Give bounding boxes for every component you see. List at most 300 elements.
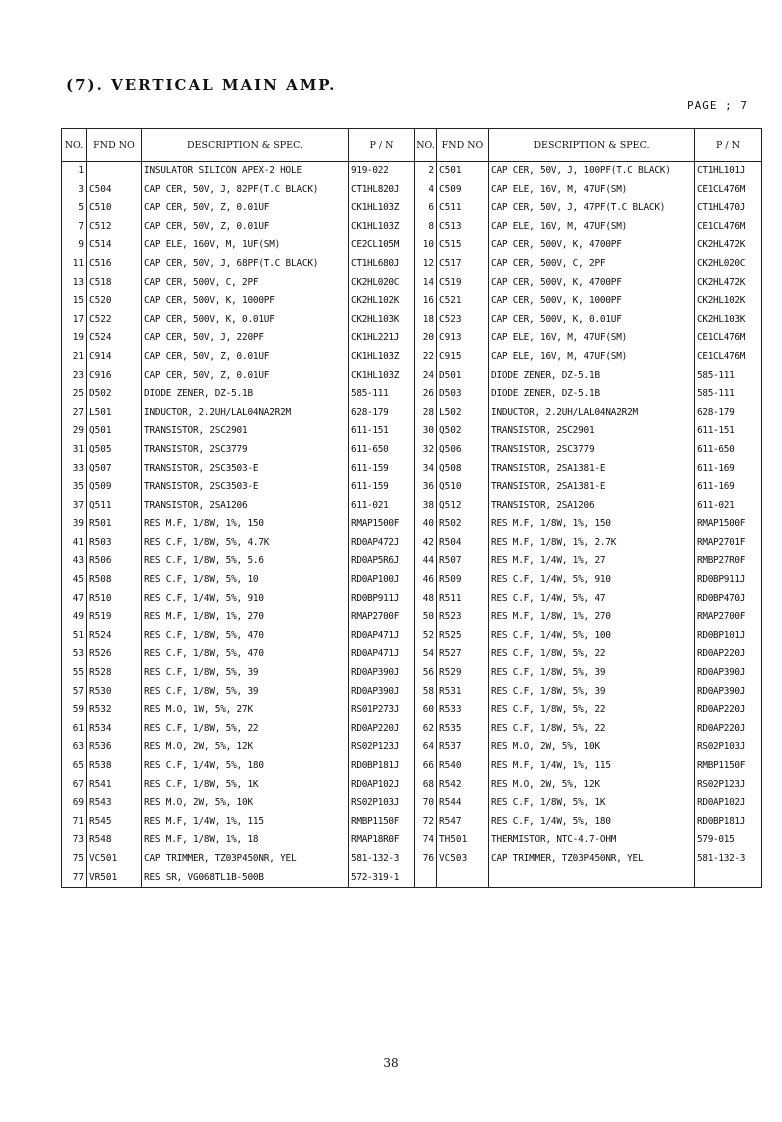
part-number-left: 611-021 (349, 497, 415, 516)
description-right: RES M.O, 2W, 5%, 12K (489, 776, 695, 795)
fnd-no-left: R538 (87, 757, 142, 776)
part-number-left: CK1HL103Z (349, 199, 415, 218)
fnd-no-right: R511 (437, 590, 489, 609)
description-left: RES C.F, 1/8W, 5%, 39 (142, 683, 349, 702)
description-right: THERMISTOR, NTC-4.7-OHM (489, 831, 695, 850)
description-right: CAP CER, 500V, C, 2PF (489, 255, 695, 274)
description-right: RES M.F, 1/8W, 1%, 270 (489, 608, 695, 627)
fnd-no-left: R548 (87, 831, 142, 850)
description-left: RES C.F, 1/4W, 5%, 180 (142, 757, 349, 776)
table-row (62, 608, 762, 627)
description-left: CAP CER, 50V, Z, 0.01UF (142, 199, 349, 218)
table-row (62, 329, 762, 348)
part-no-right: 50 (415, 608, 437, 627)
fnd-no-left (87, 162, 142, 181)
description-right: TRANSISTOR, 2SC3779 (489, 441, 695, 460)
part-no-left: 59 (62, 701, 87, 720)
part-number-left: RD0BP181J (349, 757, 415, 776)
part-no-left: 71 (62, 813, 87, 832)
fnd-no-right: C521 (437, 292, 489, 311)
fnd-no-left: C520 (87, 292, 142, 311)
fnd-no-right: R540 (437, 757, 489, 776)
fnd-no-right: C915 (437, 348, 489, 367)
fnd-no-left: R543 (87, 794, 142, 813)
table-row (62, 199, 762, 218)
part-number-right: CE1CL476M (695, 218, 762, 237)
part-no-left: 7 (62, 218, 87, 237)
part-number-left: RD0AP5R6J (349, 552, 415, 571)
fnd-no-right: TH501 (437, 831, 489, 850)
part-number-left: RS02P103J (349, 794, 415, 813)
table-row (62, 645, 762, 664)
part-number-left: CE2CL105M (349, 236, 415, 255)
fnd-no-right: Q512 (437, 497, 489, 516)
part-no-right: 28 (415, 404, 437, 423)
fnd-no-left: R526 (87, 645, 142, 664)
parts-list-table (61, 128, 762, 888)
part-no-left: 1 (62, 162, 87, 181)
description-left: INDUCTOR, 2.2UH/LAL04NA2R2M (142, 404, 349, 423)
part-number-left: 628-179 (349, 404, 415, 423)
description-left: RES C.F, 1/8W, 5%, 22 (142, 720, 349, 739)
part-no-right: 10 (415, 236, 437, 255)
description-left: RES M.F, 1/4W, 1%, 115 (142, 813, 349, 832)
part-number-left: CK1HL103Z (349, 348, 415, 367)
description-right: RES C.F, 1/4W, 5%, 180 (489, 813, 695, 832)
part-number-right: RMBP1150F (695, 757, 762, 776)
fnd-no-right: Q510 (437, 478, 489, 497)
fnd-no-right: C519 (437, 274, 489, 293)
fnd-no-right: C501 (437, 162, 489, 181)
page-label: PAGE ; 7 (687, 99, 748, 112)
table-row (62, 311, 762, 330)
part-no-right: 14 (415, 274, 437, 293)
part-number-right: RMAP1500F (695, 515, 762, 534)
description-right: RES C.F, 1/4W, 5%, 910 (489, 571, 695, 590)
part-number-left: RD0AP471J (349, 627, 415, 646)
table-row (62, 162, 762, 181)
fnd-no-left: C504 (87, 181, 142, 200)
fnd-no-left: R528 (87, 664, 142, 683)
table-row (62, 236, 762, 255)
fnd-no-right: C523 (437, 311, 489, 330)
description-right: RES M.F, 1/4W, 1%, 115 (489, 757, 695, 776)
part-number-left: 572-319-1 (349, 869, 415, 888)
description-right: RES M.F, 1/8W, 1%, 150 (489, 515, 695, 534)
description-right: RES C.F, 1/8W, 5%, 39 (489, 683, 695, 702)
description-right (489, 869, 695, 888)
table-row (62, 720, 762, 739)
part-number-left: CK1HL103Z (349, 218, 415, 237)
part-number-right: RD0BP470J (695, 590, 762, 609)
description-right: TRANSISTOR, 2SC2901 (489, 422, 695, 441)
table-row (62, 627, 762, 646)
fnd-no-right: R535 (437, 720, 489, 739)
description-left: CAP CER, 50V, J, 82PF(T.C BLACK) (142, 181, 349, 200)
fnd-no-left: R503 (87, 534, 142, 553)
table-row (62, 181, 762, 200)
part-number-left: RD0BP911J (349, 590, 415, 609)
table-row (62, 218, 762, 237)
part-no-right: 72 (415, 813, 437, 832)
part-number-right: RD0BP911J (695, 571, 762, 590)
description-right: RES M.F, 1/4W, 1%, 27 (489, 552, 695, 571)
part-no-left: 73 (62, 831, 87, 850)
part-number-right: RD0BP181J (695, 813, 762, 832)
part-number-right: 611-169 (695, 478, 762, 497)
part-number-left: 611-650 (349, 441, 415, 460)
header-desc-left: DESCRIPTION & SPEC. (142, 129, 349, 162)
part-no-right: 40 (415, 515, 437, 534)
part-no-left: 63 (62, 738, 87, 757)
description-left: TRANSISTOR, 2SC3503-E (142, 460, 349, 479)
fnd-no-left: Q505 (87, 441, 142, 460)
description-left: RES M.O, 2W, 5%, 12K (142, 738, 349, 757)
part-number-right: RMAP2701F (695, 534, 762, 553)
part-number-right: RD0AP102J (695, 794, 762, 813)
description-left: RES C.F, 1/8W, 5%, 5.6 (142, 552, 349, 571)
table-row (62, 274, 762, 293)
description-right: CAP CER, 50V, J, 47PF(T.C BLACK) (489, 199, 695, 218)
part-number-right: RD0BP101J (695, 627, 762, 646)
fnd-no-left: C518 (87, 274, 142, 293)
table-row (62, 460, 762, 479)
fnd-no-right: R507 (437, 552, 489, 571)
description-right: CAP CER, 500V, K, 4700PF (489, 274, 695, 293)
part-no-left: 51 (62, 627, 87, 646)
part-no-left: 75 (62, 850, 87, 869)
fnd-no-left: D502 (87, 385, 142, 404)
description-left: RES M.F, 1/8W, 1%, 270 (142, 608, 349, 627)
part-number-right: 628-179 (695, 404, 762, 423)
fnd-no-left: C514 (87, 236, 142, 255)
part-number-right: 611-151 (695, 422, 762, 441)
description-left: CAP CER, 50V, J, 68PF(T.C BLACK) (142, 255, 349, 274)
page-number: 38 (383, 1056, 399, 1070)
description-left: DIODE ZENER, DZ-5.1B (142, 385, 349, 404)
table-row (62, 738, 762, 757)
part-no-right: 12 (415, 255, 437, 274)
fnd-no-right: R544 (437, 794, 489, 813)
part-no-right: 62 (415, 720, 437, 739)
table-row (62, 497, 762, 516)
part-number-left: 585-111 (349, 385, 415, 404)
fnd-no-left: Q511 (87, 497, 142, 516)
part-number-right: 611-021 (695, 497, 762, 516)
table-row (62, 515, 762, 534)
fnd-no-right: D501 (437, 367, 489, 386)
description-left: RES SR, VG068TL1B-500B (142, 869, 349, 888)
description-right: RES M.F, 1/8W, 1%, 2.7K (489, 534, 695, 553)
part-no-right: 64 (415, 738, 437, 757)
description-left: CAP CER, 50V, Z, 0.01UF (142, 367, 349, 386)
description-right: RES C.F, 1/8W, 5%, 22 (489, 720, 695, 739)
fnd-no-right: C913 (437, 329, 489, 348)
part-no-left: 11 (62, 255, 87, 274)
part-number-right: CK2HL020C (695, 255, 762, 274)
part-number-right: RS02P103J (695, 738, 762, 757)
part-no-right: 46 (415, 571, 437, 590)
part-no-left: 17 (62, 311, 87, 330)
description-right: TRANSISTOR, 2SA1206 (489, 497, 695, 516)
table-row (62, 869, 762, 888)
part-number-left: RMBP1150F (349, 813, 415, 832)
header-desc-right: DESCRIPTION & SPEC. (489, 129, 695, 162)
description-left: RES M.O, 2W, 5%, 10K (142, 794, 349, 813)
part-number-right: 581-132-3 (695, 850, 762, 869)
table-row (62, 664, 762, 683)
fnd-no-right: R542 (437, 776, 489, 795)
description-left: RES M.F, 1/8W, 1%, 18 (142, 831, 349, 850)
description-right: CAP CER, 50V, J, 100PF(T.C BLACK) (489, 162, 695, 181)
header-fnd-left: FND NO (87, 129, 142, 162)
description-right: RES C.F, 1/8W, 5%, 39 (489, 664, 695, 683)
part-no-left: 69 (62, 794, 87, 813)
section-title: (7). VERTICAL MAIN AMP. (66, 76, 337, 94)
fnd-no-right: R527 (437, 645, 489, 664)
part-number-right: 611-650 (695, 441, 762, 460)
part-number-left: RD0AP102J (349, 776, 415, 795)
part-number-right: CE1CL476M (695, 348, 762, 367)
header-no-left: NO. (62, 129, 87, 162)
description-left: CAP CER, 50V, Z, 0.01UF (142, 348, 349, 367)
part-no-left: 61 (62, 720, 87, 739)
part-no-left: 57 (62, 683, 87, 702)
description-right: DIODE ZENER, DZ-5.1B (489, 367, 695, 386)
table-row (62, 813, 762, 832)
part-no-left: 3 (62, 181, 87, 200)
description-right: CAP ELE, 16V, M, 47UF(SM) (489, 348, 695, 367)
part-no-right: 52 (415, 627, 437, 646)
part-no-left: 67 (62, 776, 87, 795)
part-number-right: 585-111 (695, 367, 762, 386)
part-number-left: CK2HL020C (349, 274, 415, 293)
fnd-no-right: Q508 (437, 460, 489, 479)
table-row (62, 534, 762, 553)
table-row (62, 590, 762, 609)
part-no-left: 29 (62, 422, 87, 441)
part-no-right: 24 (415, 367, 437, 386)
part-number-left: 611-159 (349, 460, 415, 479)
part-number-right: CE1CL476M (695, 329, 762, 348)
part-number-right: RD0AP390J (695, 683, 762, 702)
fnd-no-left: R524 (87, 627, 142, 646)
part-number-right: CK2HL472K (695, 236, 762, 255)
fnd-no-right: C509 (437, 181, 489, 200)
fnd-no-left: R534 (87, 720, 142, 739)
part-no-left: 9 (62, 236, 87, 255)
part-no-right: 56 (415, 664, 437, 683)
part-no-right: 48 (415, 590, 437, 609)
fnd-no-left: Q507 (87, 460, 142, 479)
description-left: RES C.F, 1/8W, 5%, 10 (142, 571, 349, 590)
part-number-left: RD0AP390J (349, 664, 415, 683)
part-no-right: 54 (415, 645, 437, 664)
header-no-right: NO. (415, 129, 437, 162)
description-right: CAP ELE, 16V, M, 47UF(SM) (489, 218, 695, 237)
table-row (62, 348, 762, 367)
part-no-right: 20 (415, 329, 437, 348)
part-number-left: RD0AP471J (349, 645, 415, 664)
description-left: TRANSISTOR, 2SC3503-E (142, 478, 349, 497)
part-no-right: 74 (415, 831, 437, 850)
part-number-left: CK1HL221J (349, 329, 415, 348)
fnd-no-left: R501 (87, 515, 142, 534)
table-row (62, 367, 762, 386)
part-number-left: RS02P123J (349, 738, 415, 757)
part-no-right: 44 (415, 552, 437, 571)
fnd-no-right: C511 (437, 199, 489, 218)
part-number-right: RD0AP220J (695, 701, 762, 720)
part-number-left: RD0AP100J (349, 571, 415, 590)
description-left: CAP CER, 50V, Z, 0.01UF (142, 218, 349, 237)
part-no-right: 76 (415, 850, 437, 869)
part-no-right (415, 869, 437, 888)
fnd-no-right: VC503 (437, 850, 489, 869)
table-row (62, 831, 762, 850)
fnd-no-left: C522 (87, 311, 142, 330)
part-number-right: CT1HL470J (695, 199, 762, 218)
table-row (62, 552, 762, 571)
fnd-no-left: R545 (87, 813, 142, 832)
fnd-no-right: R504 (437, 534, 489, 553)
description-right: RES C.F, 1/8W, 5%, 1K (489, 794, 695, 813)
part-number-right: CE1CL476M (695, 181, 762, 200)
part-no-right: 60 (415, 701, 437, 720)
part-number-left: RMAP18R0F (349, 831, 415, 850)
description-left: RES C.F, 1/8W, 5%, 39 (142, 664, 349, 683)
part-no-right: 16 (415, 292, 437, 311)
table-row (62, 571, 762, 590)
table-row (62, 292, 762, 311)
part-no-right: 68 (415, 776, 437, 795)
part-no-left: 33 (62, 460, 87, 479)
fnd-no-right: R509 (437, 571, 489, 590)
part-number-left: 611-159 (349, 478, 415, 497)
fnd-no-right: R502 (437, 515, 489, 534)
description-right: CAP TRIMMER, TZ03P450NR, YEL (489, 850, 695, 869)
description-left: RES C.F, 1/8W, 5%, 470 (142, 645, 349, 664)
part-no-right: 26 (415, 385, 437, 404)
part-no-left: 47 (62, 590, 87, 609)
description-right: DIODE ZENER, DZ-5.1B (489, 385, 695, 404)
part-number-left: CK2HL102K (349, 292, 415, 311)
part-no-left: 37 (62, 497, 87, 516)
fnd-no-right: R523 (437, 608, 489, 627)
table-row (62, 404, 762, 423)
header-pn-left: P / N (349, 129, 415, 162)
fnd-no-left: R530 (87, 683, 142, 702)
description-left: CAP ELE, 160V, M, 1UF(SM) (142, 236, 349, 255)
part-number-right: RS02P123J (695, 776, 762, 795)
fnd-no-left: R519 (87, 608, 142, 627)
part-no-right: 58 (415, 683, 437, 702)
description-left: CAP CER, 500V, K, 1000PF (142, 292, 349, 311)
fnd-no-right: R537 (437, 738, 489, 757)
part-no-left: 49 (62, 608, 87, 627)
description-right: RES C.F, 1/8W, 5%, 22 (489, 701, 695, 720)
fnd-no-left: VC501 (87, 850, 142, 869)
part-no-left: 15 (62, 292, 87, 311)
description-right: RES C.F, 1/4W, 5%, 47 (489, 590, 695, 609)
fnd-no-left: C916 (87, 367, 142, 386)
part-number-left: 611-151 (349, 422, 415, 441)
part-no-right: 36 (415, 478, 437, 497)
description-right: CAP CER, 500V, K, 4700PF (489, 236, 695, 255)
fnd-no-right: L502 (437, 404, 489, 423)
part-no-left: 5 (62, 199, 87, 218)
fnd-no-right: R525 (437, 627, 489, 646)
fnd-no-right (437, 869, 489, 888)
part-number-left: RMAP2700F (349, 608, 415, 627)
part-no-left: 21 (62, 348, 87, 367)
table-row (62, 385, 762, 404)
part-number-left: CT1HL680J (349, 255, 415, 274)
description-right: CAP ELE, 16V, M, 47UF(SM) (489, 329, 695, 348)
description-left: TRANSISTOR, 2SC2901 (142, 422, 349, 441)
part-number-right: RMAP2700F (695, 608, 762, 627)
description-left: TRANSISTOR, 2SA1206 (142, 497, 349, 516)
part-no-left: 45 (62, 571, 87, 590)
fnd-no-left: C914 (87, 348, 142, 367)
header-fnd-right: FND NO (437, 129, 489, 162)
description-left: RES C.F, 1/8W, 5%, 1K (142, 776, 349, 795)
fnd-no-left: C524 (87, 329, 142, 348)
part-number-right: RD0AP390J (695, 664, 762, 683)
description-right: TRANSISTOR, 2SA1381-E (489, 460, 695, 479)
part-no-right: 66 (415, 757, 437, 776)
part-no-right: 34 (415, 460, 437, 479)
part-number-right: 585-111 (695, 385, 762, 404)
table-row (62, 794, 762, 813)
part-no-left: 53 (62, 645, 87, 664)
part-no-left: 13 (62, 274, 87, 293)
fnd-no-left: Q501 (87, 422, 142, 441)
fnd-no-right: R531 (437, 683, 489, 702)
part-number-right: 579-015 (695, 831, 762, 850)
part-number-left: RMAP1500F (349, 515, 415, 534)
description-right: RES C.F, 1/8W, 5%, 22 (489, 645, 695, 664)
part-no-left: 27 (62, 404, 87, 423)
table-row (62, 683, 762, 702)
part-number-right: CT1HL101J (695, 162, 762, 181)
part-no-left: 31 (62, 441, 87, 460)
fnd-no-left: R510 (87, 590, 142, 609)
part-no-right: 2 (415, 162, 437, 181)
description-left: RES C.F, 1/4W, 5%, 910 (142, 590, 349, 609)
part-no-left: 43 (62, 552, 87, 571)
fnd-no-left: C516 (87, 255, 142, 274)
part-no-left: 65 (62, 757, 87, 776)
fnd-no-left: R532 (87, 701, 142, 720)
description-left: RES C.F, 1/8W, 5%, 470 (142, 627, 349, 646)
table-row (62, 776, 762, 795)
description-left: INSULATOR SILICON APEX-2 HOLE (142, 162, 349, 181)
fnd-no-right: R547 (437, 813, 489, 832)
part-number-left: CT1HL820J (349, 181, 415, 200)
table-header-row (62, 129, 762, 162)
description-left: CAP CER, 500V, C, 2PF (142, 274, 349, 293)
fnd-no-right: C517 (437, 255, 489, 274)
fnd-no-left: R508 (87, 571, 142, 590)
fnd-no-left: R506 (87, 552, 142, 571)
fnd-no-left: VR501 (87, 869, 142, 888)
part-no-right: 38 (415, 497, 437, 516)
part-number-right: 611-169 (695, 460, 762, 479)
fnd-no-left: C510 (87, 199, 142, 218)
description-left: RES C.F, 1/8W, 5%, 4.7K (142, 534, 349, 553)
part-number-right: CK2HL472K (695, 274, 762, 293)
